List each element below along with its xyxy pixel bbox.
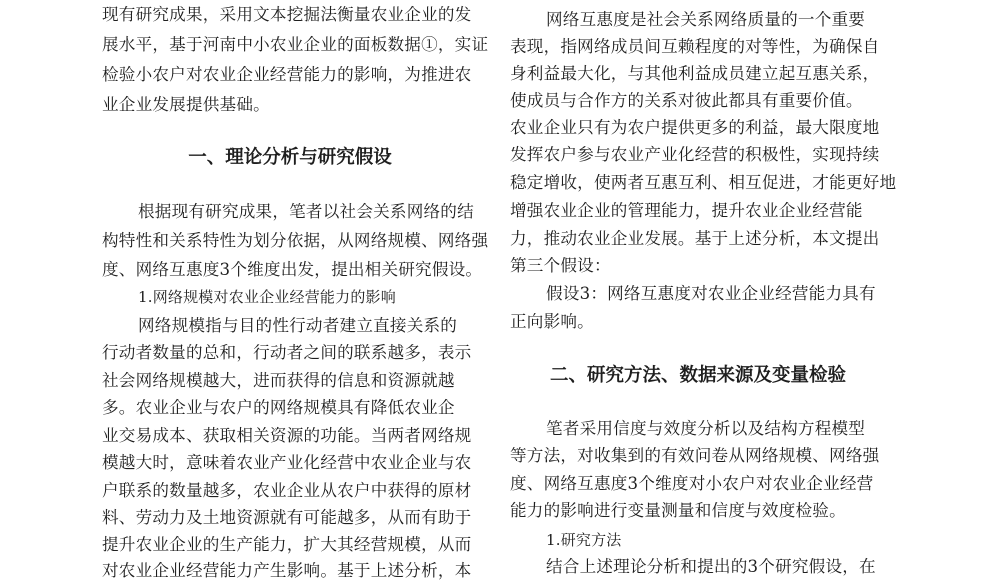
text-line: 现有研究成果，采用文本挖掘法衡量农业企业的发: [102, 5, 472, 24]
text-line: 增强农业企业的管理能力，提升农业企业经营能: [510, 201, 863, 220]
text-line: 稳定增收，使两者互惠互利、相互促进，才能更好地: [510, 173, 897, 192]
text-line: 正向影响。: [510, 312, 594, 331]
text-line: 户联系的数量越多，农业企业从农户中获得的原材: [102, 481, 472, 500]
text-line: 业企业发展提供基础。: [102, 95, 270, 114]
text-line: 笔者采用信度与效度分析以及结构方程模型: [546, 419, 866, 438]
text-line: 假设3：网络互惠度对农业企业经营能力具有: [546, 284, 876, 303]
text-line: 表现，指网络成员间互赖程度的对等性，为确保自: [510, 37, 880, 56]
text-line: 度、网络互惠度3个维度对小农户对农业企业经营: [510, 474, 874, 493]
text-line: 行动者数量的总和，行动者之间的联系越多，表示: [102, 343, 472, 362]
text-line: 发挥农户参与农业产业化经营的积极性，实现持续: [510, 145, 880, 164]
text-line: 使成员与合作方的关系对彼此都具有重要价值。: [510, 91, 863, 110]
text-line: 对农业企业经营能力产生影响。基于上述分析，本: [102, 561, 472, 580]
subsection-title-research-method: 1.研究方法: [546, 531, 622, 549]
text-line: 力，推动农业企业发展。基于上述分析，本文提出: [510, 229, 880, 248]
section-heading-2: 二、研究方法、数据来源及变量检验: [549, 365, 846, 386]
text-line: 网络互惠度是社会关系网络质量的一个重要: [546, 10, 866, 29]
text-line: 提升农业企业的生产能力，扩大其经营规模，从而: [102, 535, 472, 554]
text-line: 等方法，对收集到的有效问卷从网络规模、网络强: [510, 446, 880, 465]
text-line: 根据现有研究成果，笔者以社会关系网络的结: [138, 202, 474, 221]
text-line: 多。农业企业与农户的网络规模具有降低农业企: [102, 398, 455, 417]
text-line: 社会网络规模越大，进而获得的信息和资源就越: [102, 371, 455, 390]
text-line: 结合上述理论分析和提出的3个研究假设，在: [546, 557, 876, 576]
subsection-title-network-size: 1.网络规模对农业企业经营能力的影响: [138, 288, 396, 306]
text-line: 料、劳动力及土地资源就有可能越多，从而有助于: [102, 508, 472, 527]
text-line: 展水平，基于河南中小农业企业的面板数据①，实证: [102, 35, 489, 54]
text-line: 网络规模指与目的性行动者建立直接关系的: [138, 316, 458, 335]
text-line: 第三个假设：: [510, 256, 611, 275]
text-line: 农业企业只有为农户提供更多的利益，最大限度地: [510, 118, 880, 137]
section-heading-1: 一、理论分析与研究假设: [188, 147, 392, 168]
text-line: 检验小农户对农业企业经营能力的影响，为推进农: [102, 65, 472, 84]
text-line: 模越大时，意味着农业产业化经营中农业企业与农: [102, 453, 472, 472]
text-line: 构特性和关系特性为划分依据，从网络规模、网络强: [102, 231, 489, 250]
text-line: 业交易成本、获取相关资源的功能。当两者网络规: [102, 426, 472, 445]
text-line: 能力的影响进行变量测量和信度与效度检验。: [510, 501, 846, 520]
text-line: 度、网络互惠度3个维度出发，提出相关研究假设。: [102, 260, 483, 279]
text-line: 身利益最大化，与其他利益成员建立起互惠关系，: [510, 64, 880, 83]
